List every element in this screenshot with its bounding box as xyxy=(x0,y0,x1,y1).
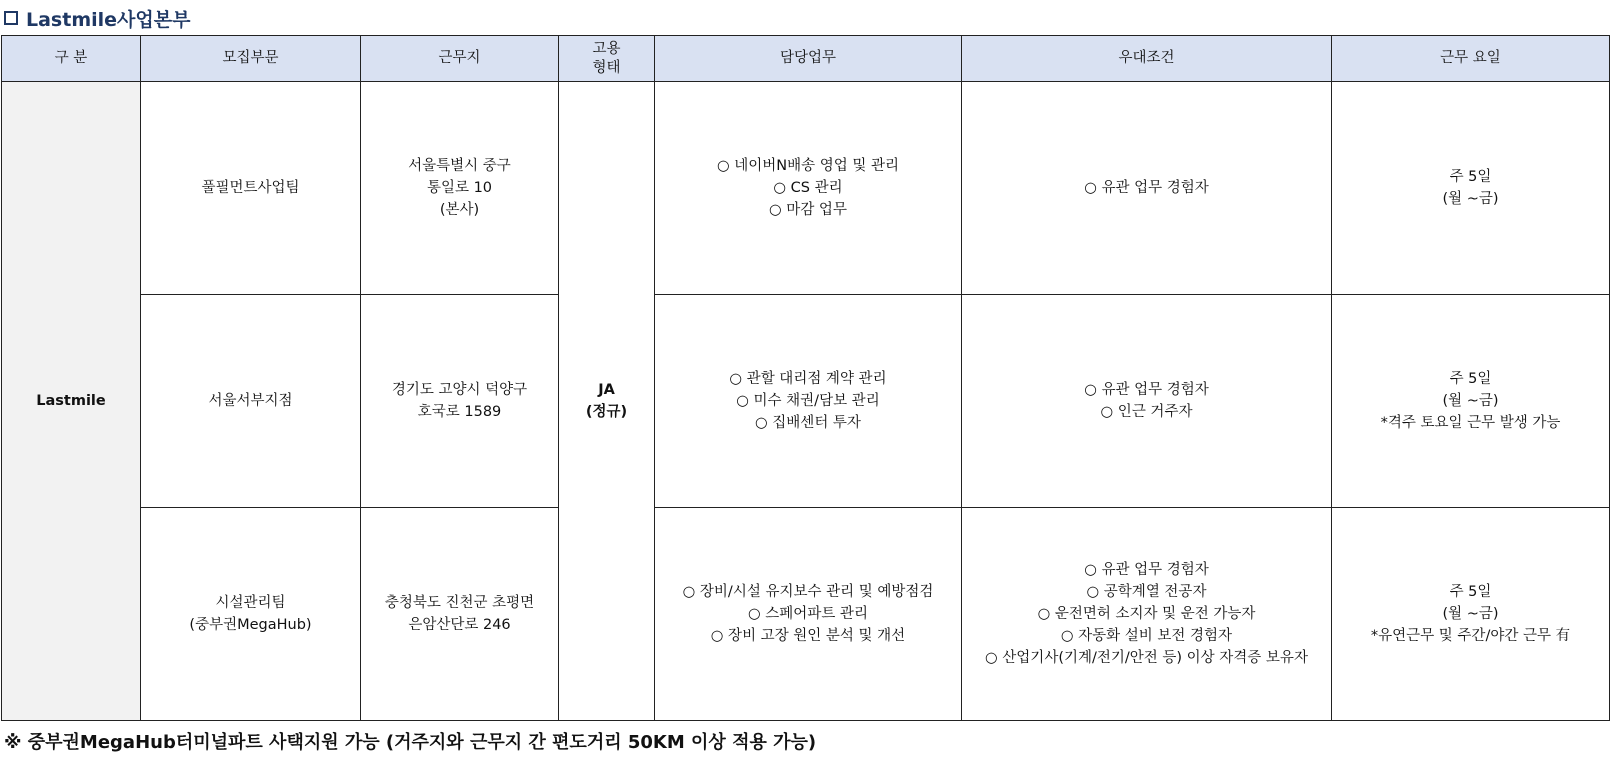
section-title-text: Lastmile사업본부 xyxy=(26,8,191,31)
group-cell: Lastmile xyxy=(2,82,141,721)
preferences-cell: ○ 유관 업무 경험자 ○ 인근 거주자 xyxy=(962,295,1332,508)
preferences-cell: ○ 유관 업무 경험자 xyxy=(962,82,1332,295)
work-days-cell: 주 5일 (월 ~금) *유연근무 및 주간/야간 근무 有 xyxy=(1332,508,1610,721)
location-cell: 충청북도 진천군 초평면 은암산단로 246 xyxy=(361,508,559,721)
duties-cell: ○ 네이버N배송 영업 및 관리 ○ CS 관리 ○ 마감 업무 xyxy=(655,82,962,295)
section-title xyxy=(4,3,190,33)
table-row xyxy=(2,82,1610,295)
preferences-cell: ○ 유관 업무 경험자 ○ 공학계열 전공자 ○ 운전면허 소지자 및 운전 가능자 ○ 자동화 설비 보전 경험자 ○ 산업기사(기계/전기/안전 등) 이상 자격증 보유자 xyxy=(962,508,1332,721)
dept-cell: 서울서부지점 xyxy=(141,295,361,508)
work-days-cell: 주 5일 (월 ~금) *격주 토요일 근무 발생 가능 xyxy=(1332,295,1610,508)
header-department: 모집부문 xyxy=(141,36,361,82)
location-cell: 서울특별시 중구 통일로 10 (본사) xyxy=(361,82,559,295)
header-preferences: 우대조건 xyxy=(962,36,1332,82)
table-row xyxy=(2,295,1610,508)
header-location: 근무지 xyxy=(361,36,559,82)
duties-cell: ○ 장비/시설 유지보수 관리 및 예방점검 ○ 스페어파트 관리 ○ 장비 고장 원인 분석 및 개선 xyxy=(655,508,962,721)
location-cell: 경기도 고양시 덕양구 호국로 1589 xyxy=(361,295,559,508)
dept-cell: 풀필먼트사업팀 xyxy=(141,82,361,295)
work-days-cell: 주 5일 (월 ~금) xyxy=(1332,82,1610,295)
table-header-row xyxy=(2,36,1610,82)
header-employment-type: 고용 형태 xyxy=(559,36,655,82)
header-duties: 담당업무 xyxy=(655,36,962,82)
dept-cell: 시설관리팀 (중부권MegaHub) xyxy=(141,508,361,721)
recruitment-table xyxy=(1,35,1610,721)
header-category: 구 분 xyxy=(2,36,141,82)
duties-cell: ○ 관할 대리점 계약 관리 ○ 미수 채권/담보 관리 ○ 집배센터 투자 xyxy=(655,295,962,508)
footnote: ※ 중부권MegaHub터미널파트 사택지원 가능 (거주지와 근무지 간 편도거리 50KM 이상 적용 가능) xyxy=(4,732,817,753)
table-row xyxy=(2,508,1610,721)
header-work-days: 근무 요일 xyxy=(1332,36,1610,82)
checkbox-square-icon xyxy=(4,11,18,25)
employment-type-cell: JA (정규) xyxy=(559,82,655,721)
